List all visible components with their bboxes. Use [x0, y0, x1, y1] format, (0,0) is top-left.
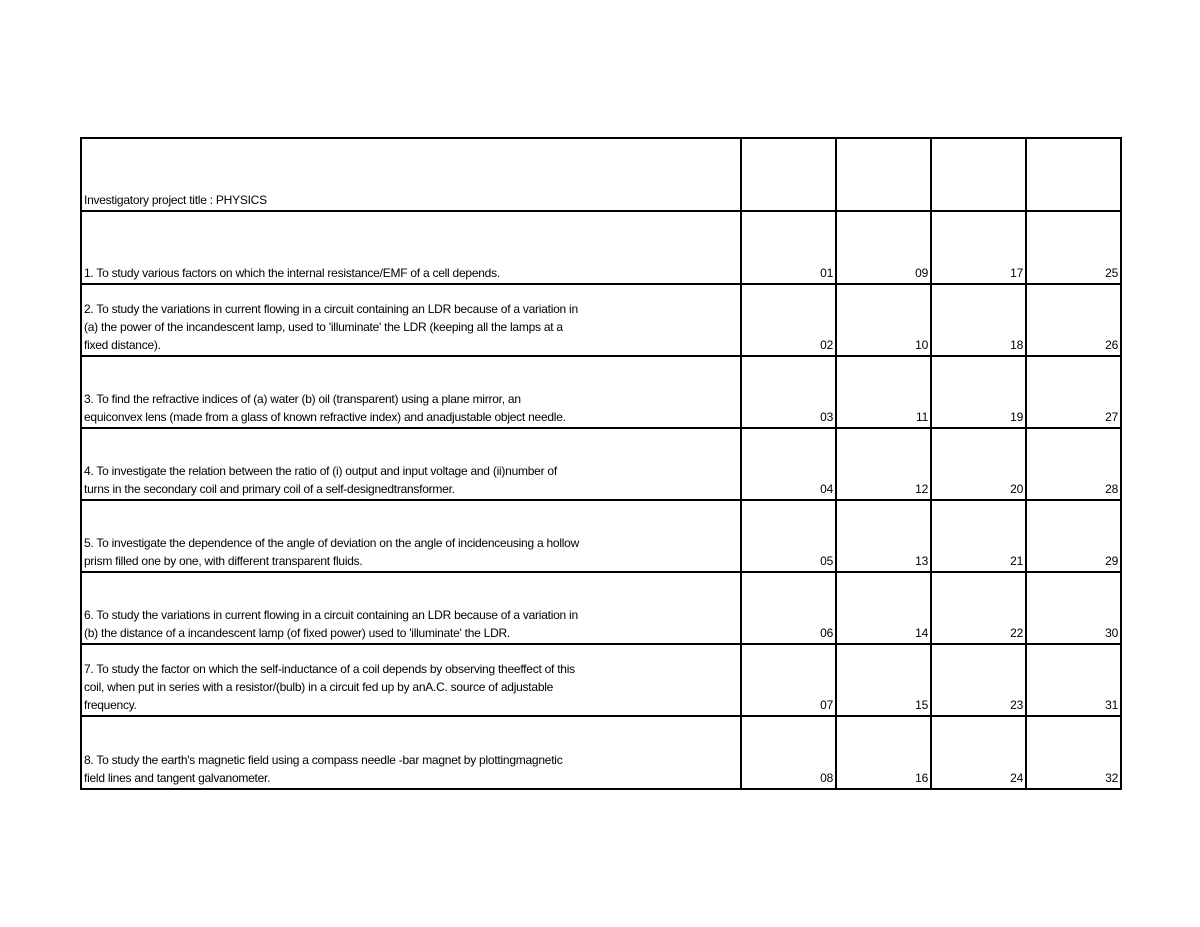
roll-number-cell: 17 [931, 211, 1026, 284]
roll-number-cell: 19 [931, 356, 1026, 428]
description-line: 8. To study the earth's magnetic field using a compass needle -bar magnet by plottingmagnetic [84, 753, 563, 767]
description-line: 6. To study the variations in current flowing in a circuit containing an LDR because of a variation in [84, 608, 578, 622]
description-line: (a) the power of the incandescent lamp, used to 'illuminate' the LDR (keeping all the lamps at a [84, 320, 563, 334]
header-title: Investigatory project title : PHYSICS [81, 138, 741, 211]
project-description [81, 716, 741, 789]
roll-number-cell: 06 [741, 572, 836, 644]
table-row [81, 356, 1121, 428]
description-line: (b) the distance of a incandescent lamp (of fixed power) used to 'illuminate' the LDR. [84, 626, 510, 640]
header-empty-cell [931, 138, 1026, 211]
description-line: 3. To find the refractive indices of (a) water (b) oil (transparent) using a plane mirror, an [84, 392, 521, 406]
table-row [81, 644, 1121, 716]
roll-number-cell: 31 [1026, 644, 1121, 716]
roll-number-cell: 27 [1026, 356, 1121, 428]
roll-number-cell: 32 [1026, 716, 1121, 789]
roll-number-cell: 07 [741, 644, 836, 716]
description-line: 5. To investigate the dependence of the angle of deviation on the angle of incidenceusing a hollow [84, 536, 579, 550]
roll-number-cell: 25 [1026, 211, 1121, 284]
table-row [81, 211, 1121, 284]
roll-number-cell: 12 [836, 428, 931, 500]
roll-number-cell: 15 [836, 644, 931, 716]
table-row [81, 572, 1121, 644]
roll-number-cell: 02 [741, 284, 836, 356]
description-line: fixed distance). [84, 338, 161, 352]
project-description [81, 500, 741, 572]
roll-number-cell: 13 [836, 500, 931, 572]
header-empty-cell [836, 138, 931, 211]
table-row [81, 284, 1121, 356]
roll-number-cell: 03 [741, 356, 836, 428]
description-line: prism filled one by one, with different transparent fluids. [84, 554, 363, 568]
project-description [81, 428, 741, 500]
roll-number-cell: 01 [741, 211, 836, 284]
roll-number-cell: 28 [1026, 428, 1121, 500]
description-line: coil, when put in series with a resistor/(bulb) in a circuit fed up by anA.C. source of adjustable [84, 680, 554, 694]
roll-number-cell: 08 [741, 716, 836, 789]
roll-number-cell: 11 [836, 356, 931, 428]
roll-number-cell: 09 [836, 211, 931, 284]
project-table-body [81, 138, 1121, 789]
header-row [81, 138, 1121, 211]
project-description [81, 211, 741, 284]
description-line: 1. To study various factors on which the internal resistance/EMF of a cell depends. [84, 266, 500, 280]
roll-number-cell: 24 [931, 716, 1026, 789]
roll-number-cell: 21 [931, 500, 1026, 572]
description-line: 2. To study the variations in current flowing in a circuit containing an LDR because of a variation in [84, 302, 578, 316]
project-description [81, 284, 741, 356]
roll-number-cell: 16 [836, 716, 931, 789]
description-line: field lines and tangent galvanometer. [84, 771, 271, 785]
project-description [81, 572, 741, 644]
roll-number-cell: 18 [931, 284, 1026, 356]
table-row [81, 428, 1121, 500]
header-empty-cell [741, 138, 836, 211]
roll-number-cell: 20 [931, 428, 1026, 500]
table-row [81, 716, 1121, 789]
roll-number-cell: 26 [1026, 284, 1121, 356]
project-description [81, 356, 741, 428]
project-table [80, 137, 1122, 790]
roll-number-cell: 04 [741, 428, 836, 500]
roll-number-cell: 22 [931, 572, 1026, 644]
project-description [81, 644, 741, 716]
description-line: frequency. [84, 698, 137, 712]
header-empty-cell [1026, 138, 1121, 211]
description-line: 4. To investigate the relation between the ratio of (i) output and input voltage and (ii)number of [84, 464, 557, 478]
description-line: equiconvex lens (made from a glass of known refractive index) and anadjustable object needle. [84, 410, 566, 424]
roll-number-cell: 05 [741, 500, 836, 572]
description-line: 7. To study the factor on which the self-inductance of a coil depends by observing theeffect of this [84, 662, 575, 676]
roll-number-cell: 30 [1026, 572, 1121, 644]
table-row [81, 500, 1121, 572]
roll-number-cell: 29 [1026, 500, 1121, 572]
roll-number-cell: 10 [836, 284, 931, 356]
description-line: turns in the secondary coil and primary coil of a self-designedtransformer. [84, 482, 455, 496]
roll-number-cell: 23 [931, 644, 1026, 716]
roll-number-cell: 14 [836, 572, 931, 644]
